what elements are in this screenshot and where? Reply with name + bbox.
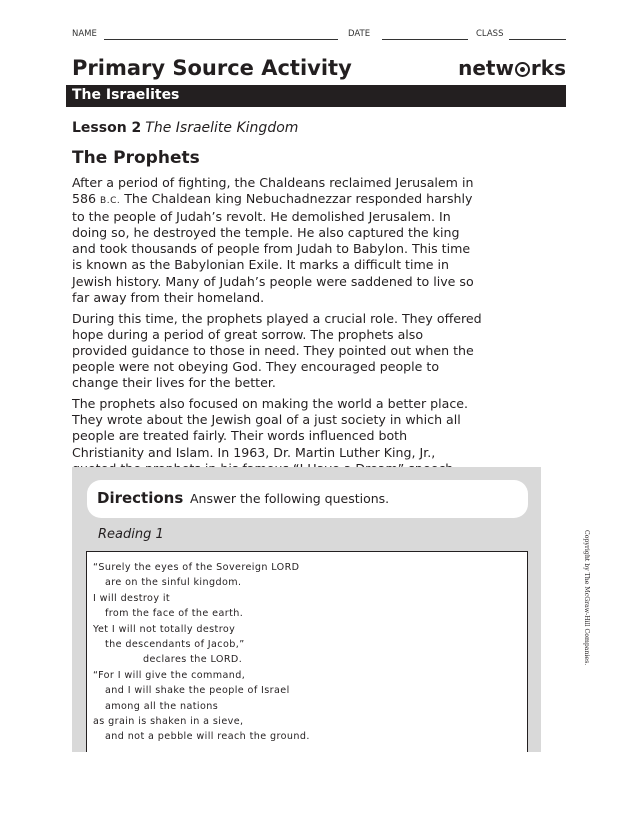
poem-line: from the face of the earth.: [105, 608, 244, 620]
paragraph-3: The prophets also focused on making the world a better place. They wrote about the Jewish goal of a just society in which all people are treated fairly. Their words influenced both Christianity and Islam. In 1963, Dr. Martin Luther King, Jr.,: [72, 396, 469, 460]
paragraph-1: [72, 175, 482, 306]
copyright-text: Copyright by The McGraw-Hill Companies.: [583, 530, 590, 666]
date-label: DATE: [348, 29, 371, 39]
name-label: NAME: [72, 29, 97, 39]
page-title: Primary Source Activity: [72, 56, 352, 80]
lesson-number: Lesson 2: [72, 120, 142, 136]
poem-line: among all the nations: [105, 700, 219, 712]
paragraph-1-start: After a period of fighting, the Chaldeans reclaimed Jerusalem in 586: [72, 175, 474, 207]
primary-source-box: [86, 551, 528, 752]
directions-heading: Directions: [97, 489, 184, 507]
poem-line: “Surely the eyes of the Sovereign LORD: [93, 562, 300, 573]
poem-line: as grain is shaken in a sieve,: [93, 716, 244, 728]
networks-logo: [458, 56, 566, 80]
poem-line: Yet I will not totally destroy: [93, 623, 236, 635]
era-abbreviation: B.C.: [100, 196, 121, 207]
poem-line: are on the sinful kingdom.: [105, 577, 242, 589]
class-line: [509, 39, 566, 40]
class-label: CLASS: [476, 29, 504, 39]
logo-text-right: rks: [530, 56, 566, 80]
name-line: [104, 39, 338, 40]
directions-text: Answer the following questions.: [190, 491, 390, 506]
directions-box: [87, 480, 528, 518]
unit-title: The Israelites: [72, 87, 180, 103]
copyright-notice: [580, 530, 590, 690]
reading-label: Reading 1: [98, 527, 164, 542]
paragraph-2: During this time, the prophets played a crucial role. They offered hope during a period of great sorrow. The prophets also provided guidance to those in need. They pointed out when the people were not obeying God. They encouraged people to change their lives for the better.: [72, 310, 482, 391]
poem-line: the descendants of Jacob,”: [105, 639, 245, 651]
poem-line: declares the LORD.: [143, 654, 243, 666]
reading-passage: [72, 175, 482, 482]
poem-line: and not a pebble will reach the ground.: [105, 731, 310, 743]
logo-o-icon: [515, 62, 530, 77]
primary-source-text: [93, 560, 310, 745]
logo-text-left: netw: [458, 56, 514, 80]
section-title: The Prophets: [72, 148, 200, 168]
poem-line: “For I will give the command,: [93, 669, 246, 681]
paragraph-1-rest: The Chaldean king Nebuchadnezzar responded harshly to the people of Judah’s revolt. He demolished Jerusalem. In doing so, he destroyed the temple. He also captured the king and took thousands of people from Judah to Babylon. This time is known as the Babylonian Exile. It marks a difficult time in Jewish history. Many of Judah’s people were saddened to live so far away from their homeland.: [72, 191, 474, 305]
unit-banner: [66, 85, 566, 107]
date-line: [382, 39, 468, 40]
lesson-heading: [72, 120, 298, 136]
lesson-name: The Israelite Kingdom: [145, 120, 299, 136]
poem-line: and I will shake the people of Israel: [105, 685, 290, 697]
poem-line: I will destroy it: [93, 592, 171, 604]
